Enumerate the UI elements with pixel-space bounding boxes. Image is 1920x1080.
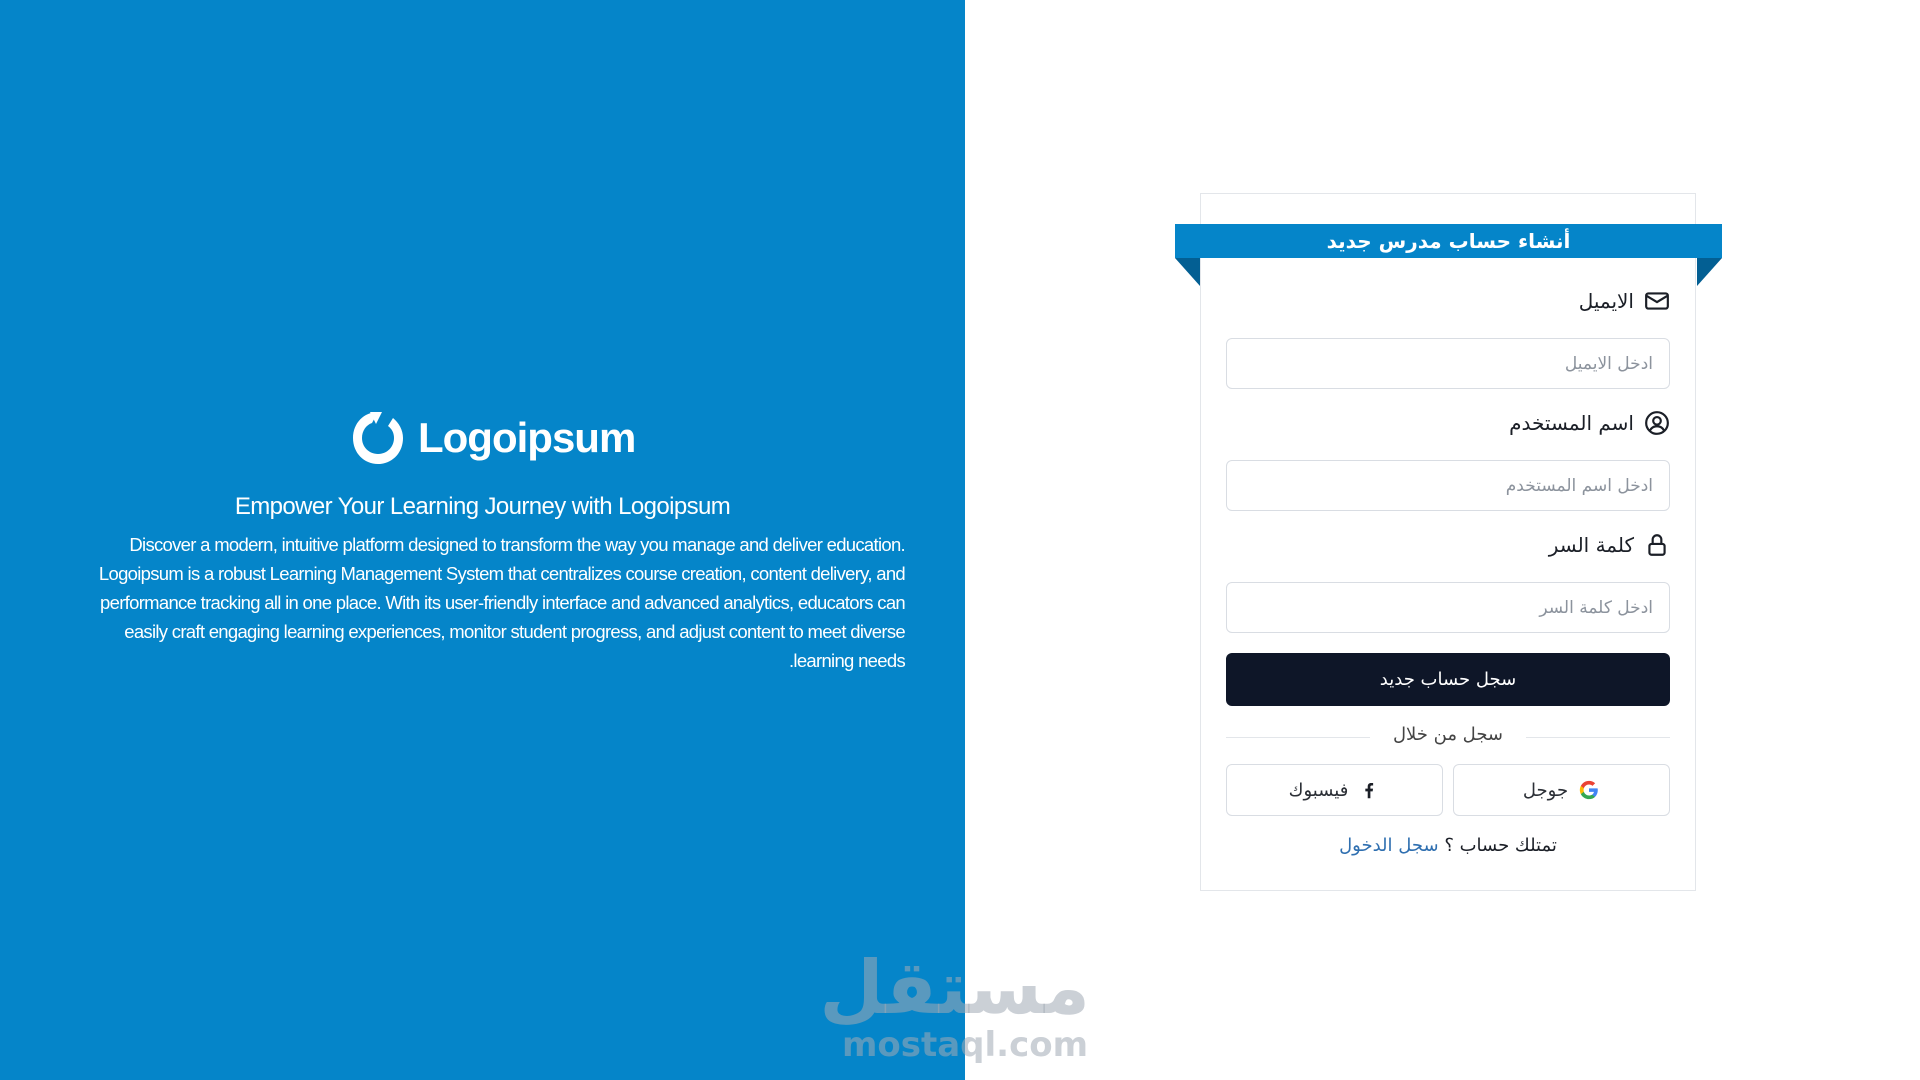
email-label-row [1579, 288, 1670, 314]
brand-name: Logoipsum [418, 414, 636, 461]
brand-logo-group [348, 408, 635, 468]
lock-icon [1644, 532, 1670, 558]
ribbon-fold-left [1175, 258, 1200, 286]
watermark-arabic: مستقل [819, 945, 1090, 1031]
password-label-row [1549, 532, 1670, 558]
google-signup-button[interactable] [1453, 764, 1670, 816]
password-field[interactable] [1226, 582, 1670, 633]
facebook-icon [1358, 779, 1380, 801]
brand-description: Discover a modern, intuitive platform designed to transform the way you manage and deliver education. Logoipsum is a robust Learning Management System that centralizes course creation, content delivery, and performance tracking all in one place. With its user-friendly interface and advanced analytics, educators can easily craft engaging learning experiences, monitor student progress, and adjust content to meet diverse learning needs. [98, 534, 905, 671]
watermark [819, 945, 1090, 1065]
email-label: الايميل [1578, 289, 1634, 313]
password-label: كلمة السر [1548, 533, 1634, 557]
username-field[interactable] [1226, 460, 1670, 511]
ribbon-fold-right [1697, 258, 1722, 286]
facebook-label: فيسبوك [1288, 779, 1349, 801]
login-prompt [1226, 835, 1670, 856]
google-label: جوجل [1522, 779, 1569, 801]
have-account-text: تمتلك حساب ؟ [1444, 835, 1557, 856]
username-label: اسم المستخدم [1509, 411, 1634, 435]
facebook-signup-button[interactable] [1226, 764, 1443, 816]
username-label-row [1509, 410, 1670, 436]
brand-tagline: Empower Your Learning Journey with Logoipsum [234, 493, 731, 520]
login-link[interactable]: سجل الدخول [1339, 835, 1439, 856]
mail-icon [1644, 288, 1670, 314]
watermark-latin: mostaql.com [841, 1025, 1089, 1065]
google-icon [1578, 779, 1600, 801]
register-button[interactable]: سجل حساب جديد [1226, 653, 1670, 706]
email-field[interactable] [1226, 338, 1670, 389]
user-circle-icon [1644, 410, 1670, 436]
form-title: أنشاء حساب مدرس جديد [1175, 224, 1722, 258]
divider-text: سجل من خلال [1370, 724, 1526, 745]
logo-icon [348, 408, 408, 468]
